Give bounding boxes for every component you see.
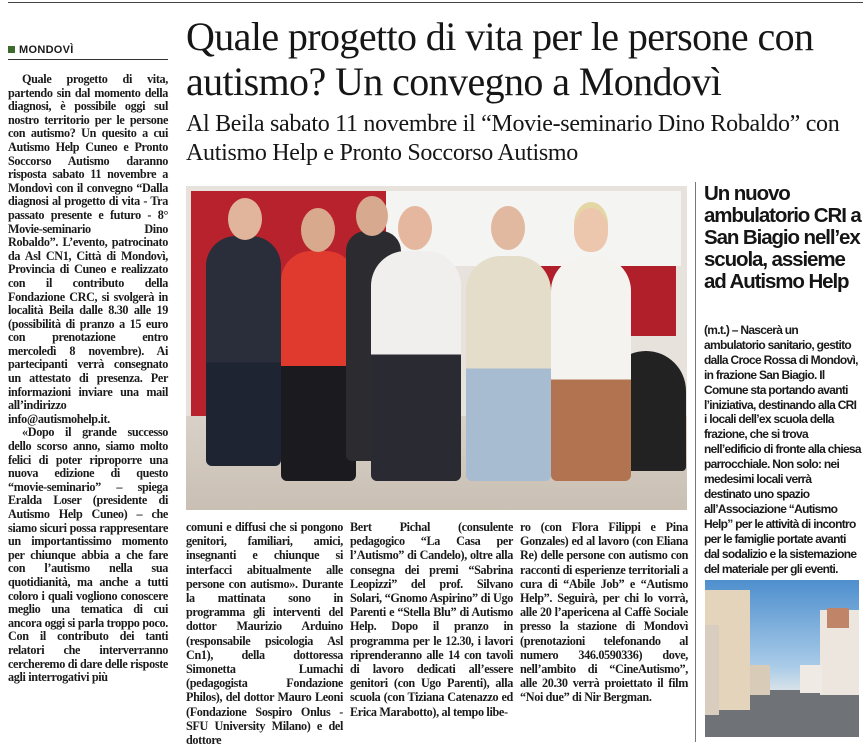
subheadline: Al Beila sabato 11 novembre il “Movie-seminario Dino Robaldo” con Autismo Help e Pronto Soccorso Autismo xyxy=(186,111,840,166)
paragraph: comuni e diffusi che si pongono genitori, familiari, amici, insegnanti e chiunque si interfacci abitualmente alle persone con autismo». Durante la mattinata sono in programma gli interventi del dottor Maurizio Arduino (responsabile psicologia Asl Cn1), della dottoressa Simonetta Lumachi (pedagogista Fondazione Philos), del dottor Mauro Leoni (Fondazione Sospiro Onlus - SFU University Milano) e del dottore xyxy=(186,520,343,747)
headline: Quale progetto di vita per le persone con autismo? Un convegno a Mondovì xyxy=(186,14,814,104)
section-label-text: MONDOVÌ xyxy=(19,44,74,56)
article-column-4 xyxy=(520,520,688,705)
section-label xyxy=(8,44,168,60)
article-column-1 xyxy=(8,73,168,685)
top-rule xyxy=(8,2,863,3)
column-divider xyxy=(695,182,696,742)
street-photo xyxy=(705,580,859,737)
sidebar-title: Un nuovo ambulatorio CRI a San Biagio nell’ex scuola, assieme ad Autismo Help xyxy=(704,182,861,293)
paragraph: Quale progetto di vita, partendo sin dal momento della diagnosi, è possibile oggi sul nostro territorio per le persone con autismo? Un quesito a cui Autismo Help Cuneo e Pronto Soccorso Autismo daranno risposta sabato 11 novembre a Mondovì con il convegno “Dalla diagnosi al progetto di vita - Tra passato presente e futuro - 8° Movie-seminario Dino Robaldo”. L’evento, patrocinato da Asl CN1, Città di Mondovì, Provincia di Cuneo e realizzato con il contributo della Fondazione CRC, si svolgerà in località Beila dalle 8.30 alle 19 (possibilità di pranzo a 15 euro con prenotazione entro mercoledì 8 novembre). Ai partecipanti verrà consegnato un attestato di presenza. Per informazioni inviare una mail all’indirizzo info@autismohelp.it. xyxy=(8,72,168,426)
group-photo xyxy=(186,186,687,510)
paragraph: Bert Pichal (consulente pedagogico “La Casa per l’Autismo” di Candelo), oltre alla consegna dei premi “Sabrina Leopizzi” del prof. Silvano Solari, “Gnomo Aspirino” di Ugo Parenti e “Stella Blu” di Autismo Help. Dopo il pranzo in programma per le 12.30, i lavori riprenderanno alle 14 con tavoli di lavoro dedicati all’essere genitori (con Ugo Parenti), alla scuola (con Tiziana Catenazzo ed Erica Marabotto), al tempo libe- xyxy=(350,520,513,719)
paragraph: «Dopo il grande successo dello scorso anno, siamo molto felici di poter riproporre una nuova edizione di questo “movie-seminario” – spiega Eralda Loser (presidente di Autismo Help Cuneo) – che siamo sicuri possa rappresentare un importantissimo momento per chiunque abbia a che fare con l’autismo nella sua quotidianità, ma anche a tutti coloro i quali vogliono conoscere meglio una tematica di cui ancora oggi si parla troppo poco. Con il contributo dei tanti relatori che interverranno cercheremo di dare delle risposte agli interrogativi più xyxy=(8,425,168,685)
article-column-3 xyxy=(350,520,513,719)
paragraph: ro (con Flora Filippi e Pina Gonzales) ed al lavoro (con Eliana Re) delle persone con autismo con racconti di esperienze territoriali a cura di “Abile Job” e “Autismo Help”. Seguirà, per chi lo vorrà, alle 20 l’apericena al Caffè Sociale presso la stazione di Mondovì (prenotazioni telefonando al numero 346.0590336) dove, nell’ambito di “CineAutismo”, alle 20.30 verrà proiettato il film “Noi due” di Nir Bergman. xyxy=(520,520,688,705)
sidebar-body: (m.t.) – Nascerà un ambulatorio sanitario, gestito dalla Croce Rossa di Mondovì, in frazione San Biagio. Il Comune sta portando avanti l’iniziativa, destinando alla CRI i locali dell’ex scuola della frazione, che si trova nell’edificio di fronte alla chiesa parrocchiale. Non solo: nei medesimi locali verrà destinato uno spazio all’Associazione “Autismo Help” per le attività di incontro per le famiglie portate avanti dal sodalizio e la sistemazione del materiale per gli eventi. xyxy=(704,323,861,576)
section-marker-icon xyxy=(8,46,15,53)
article-column-2 xyxy=(186,520,343,747)
